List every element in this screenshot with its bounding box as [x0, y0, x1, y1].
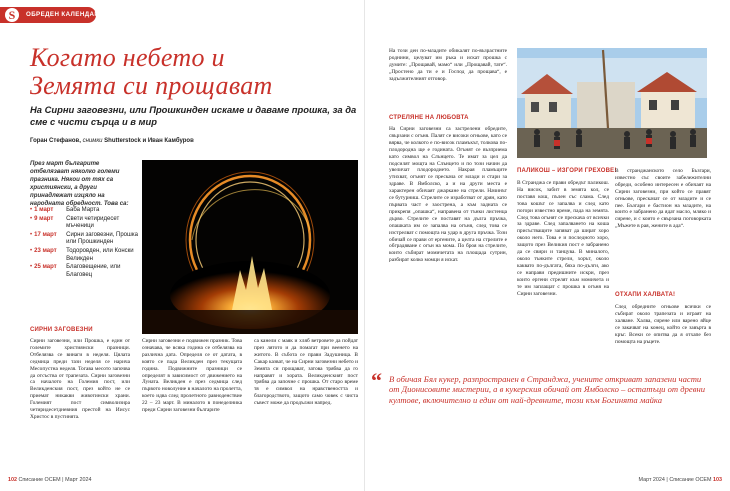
byline [30, 137, 194, 145]
subhead-halva: ОТХАПИ ХАЛВАТА! [615, 292, 676, 298]
article-lead: На Сирни заговезни, или Прошкинден искаме и даваме прошка, за да сме с чисти сърца и в мир [30, 104, 357, 127]
article-title [30, 44, 350, 100]
left-footer-month: Март 2024 [65, 477, 92, 483]
right-column-2: В Странджа се прави обредът паликош. На висок, забит в земята кол, се поставя кош, пълен със слама. След това кошът се запалва и след като погори известно време, пада на земята. След това огънят се прескача от всички за здраве. След запалването на коша присъстващите запяват да шират хоро около него. Това е и последното хоро, защото през Великия пост е забранено да се свири и танцува. В миналото, около тънките стрели, хорът, около каквато по-дългата, бяха по-дълги, ако се направи предишните искри, през които ергени стрелят към момичета и те им заплащат с прошка в огъня на Сирни заговезни. [517, 180, 609, 297]
right-footer-month: Март 2024 [638, 477, 665, 483]
date-item: • 9 март Свети четиридесет мъченици [30, 215, 120, 230]
left-column-3: са канели с маяк и хляб ветровете да пойдат през лятото и да помагат при веенето на житото. В събота се прави Задушница. В Сакар казват, че на Сирни заговезни небето и Земята си прощават, затова трябва да го направят и хората. Великденският пост трябва да започне с прошка. От старо време тя е символ на нравствеността и благородството, защото само човек с чиста съвест може да продължи напред. [254, 338, 358, 407]
right-page-footer: Март 2024 | Списание ОСЕМ 103 [638, 477, 722, 483]
fire-wheel-image [142, 160, 358, 334]
right-page [365, 0, 730, 491]
right-column-1-bottom: На Сирни заговезни са застрелени обредите, свързани с огъня. Палят се високи огньове, като се вярва, че колкото е по-висок пламъкът, толкова по-плодородна ще е годината. Огънят се възприема като символ на Слънцето. Те имат за цел да подсилят мощта на Слънцето и по този начин да увеличат плодородието. Накрая пламъците утихват, огънят се прескача от млади и стари за здраве. В Ямболско, а и на други места е характерен обичаят джаркане на стрели. Начинът се бутурниш. Стрелите се изработват от дрян, като първата част е заострена, а към задната се прикрепя „опашка“, направена от тънки листенца дърво. Стрелите се поставят на дълга пръчка, опашката им се запалва на огъня, след това се изстрелват с помощта на удар в друга пръчка. Този обичай се прави от ергените, а целта на стрелите е обградяване с огън на мома. По броя на стрелите, които събират момичетата на площада сутрин, разбират колко момци я искат. [389, 126, 507, 264]
pull-quote: В обичая Бял кукер, разпространен в Странджа, учените откриват запазени части от Дионисовите мистерии, а в кукерския обичай от Ямболско – остатъци от древни култове, включително и един от най-древните, този към Богинята майка [389, 374, 706, 405]
right-footer-mag: Списание ОСЕМ [669, 477, 712, 483]
left-page-number: 102 [8, 477, 17, 483]
subhead-sirni: СИРНИ ЗАГОВЕЗНИ [30, 327, 93, 333]
byline-photo-prefix: снимки [82, 138, 103, 144]
subhead-palikosh: ПАЛИКОШ – ИЗГОРИ ГРЕХОВЕ! [517, 168, 617, 174]
left-column-2: Сирни заговезни е подвижен празник. Това означава, че всяка година се отбелязва на различна дата. Определя се от датата, в която се пада Великден през текущата година. Подвижните празници се определят в зависимост от движението на Луната. Великден е през седмица след първото новолуние в началото на пролетта, което идва след пролетното равноденствие 22 – 23 март. В миналото в понеделника преди Сирни заговезни българите [142, 338, 242, 414]
fire-wheel-photo [142, 160, 358, 334]
date-item: • 1 март Баба Марта [30, 207, 100, 213]
left-column-1: Сирни заговезни, или Прошка, е един от големите християнски празници. Отбелязва се винаги в неделя. Цялата седмица преди тази неделя се нарича Месопустна неделя. Тогава месото започва да отсъства от трапезата. Сирни заговезни са началото на Големия пост, или Великденския пост, през който не се приемат никакви животински храни. Големият пост символизира четиридесетдневния престой на Иисус Христос в пустинята. [30, 338, 130, 420]
date-item: • 23 март Тодоровден, или Конски Великден [30, 247, 134, 262]
right-column-1-top: На този ден по-младите обикалят по-възрастните роднини, целуват им ръка и искат прошка с думите: „Прощавай, мамо“ или „Прощавай, тате“. „Простено да ти е и Господ да прощава“, е задължителният отговор. [389, 48, 507, 82]
left-page-footer: 102 Списание ОСЕМ | Март 2024 [8, 477, 92, 483]
subhead-love-shooting: СТРЕЛЯНЕ НА ЛЮБОВТА [389, 115, 469, 121]
left-footer-mag: Списание ОСЕМ [18, 477, 61, 483]
intro-text: През март българите отбелязват няколко големи празника. Някои от тях са християнски, а други принадлежат изцяло на народната обредност. Това са: [30, 160, 129, 207]
right-column-3-bottom: След обредните огньове всички се събират около трапезата и играят на халване. Халва, сирене или варено яйце се закачват на конец, който се завърта в кръг. Всеки се опитва да я отхапе без помощта на ръцете. [615, 304, 711, 345]
date-item: • 25 март Благовещение, или Благовец [30, 264, 121, 278]
village-square-image [517, 48, 707, 158]
magazine-logo-icon: S [5, 8, 19, 22]
village-fire-photo [517, 48, 707, 158]
section-tab-label: ОБРЕДЕН КАЛЕНДАР [26, 11, 99, 18]
right-page-number: 103 [713, 477, 722, 483]
holiday-dates-list [30, 207, 138, 280]
byline-photographers: Shutterstock и Иван Камбуров [104, 138, 194, 144]
title-line-1: Когато небето и [30, 43, 225, 72]
right-column-3-top: В странджанското село Бъзгари, известно със своите забележителни обреди, особено интересен е обичаят на Сирни заговезни, при който се правят огньове, прескачат се от младите и се пее. Бъзгари е бастион на младите, на които е забранено да ядат масло, мляко и сирене, и с които е свързана поговорката „Мъжете в рая, жените в ада“. [615, 168, 711, 230]
date-item: • 17 март Сирни заговезни, Прошка или Прошкинден [30, 231, 138, 246]
quote-mark-icon: “ [371, 368, 382, 393]
title-line-2: Земята си прощават [30, 71, 273, 100]
byline-author: Горан Стефанов, [30, 138, 81, 144]
